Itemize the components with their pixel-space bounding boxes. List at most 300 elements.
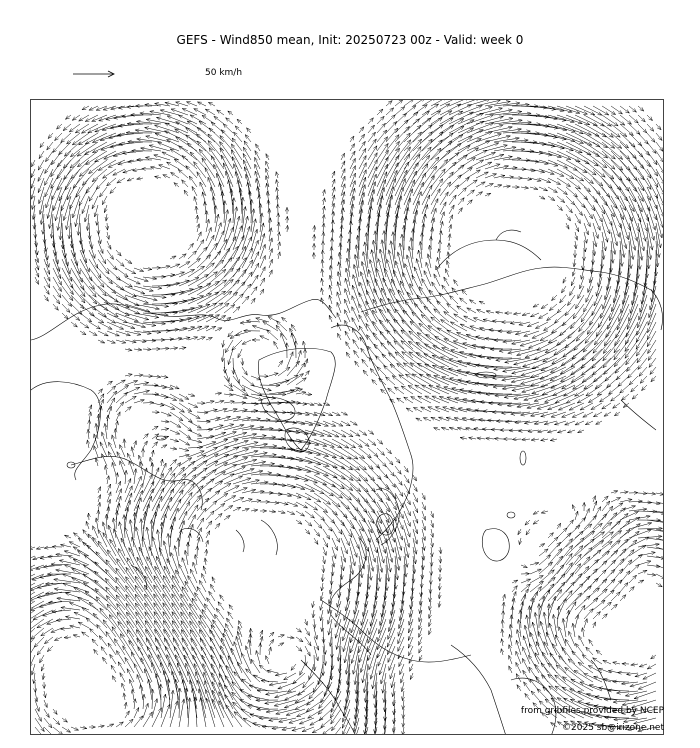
wind-vector <box>386 101 392 106</box>
wind-vector <box>402 700 405 710</box>
wind-vector <box>276 321 287 331</box>
wind-vector <box>278 484 296 488</box>
wind-vector <box>278 502 288 505</box>
wind-vector <box>44 709 49 718</box>
wind-vector <box>305 393 312 396</box>
wind-vector <box>224 400 235 403</box>
wind-vector <box>58 169 72 190</box>
wind-vector <box>37 646 44 655</box>
wind-vector <box>629 124 640 134</box>
wind-vector <box>410 673 413 680</box>
wind-vector <box>421 407 431 412</box>
wind-vector <box>570 286 575 296</box>
wind-vector <box>242 508 249 511</box>
wind-vector <box>322 189 325 196</box>
wind-vector <box>438 574 441 581</box>
wind-vector <box>259 665 269 673</box>
wind-vector <box>593 612 601 620</box>
wind-vector <box>322 727 332 735</box>
wind-vector <box>438 601 441 607</box>
wind-vector <box>207 598 215 610</box>
wind-vector <box>53 286 61 298</box>
wind-vector <box>638 552 655 557</box>
wind-vector <box>575 214 580 224</box>
wind-vector <box>70 625 80 628</box>
wind-vector <box>145 157 161 161</box>
wind-vector <box>501 629 504 637</box>
wind-vector <box>389 655 395 671</box>
wind-vector <box>581 628 584 638</box>
wind-vector <box>575 205 583 216</box>
wind-vector <box>467 141 490 151</box>
wind-vector <box>337 592 341 607</box>
wind-vector <box>236 636 242 655</box>
wind-vector <box>125 268 136 274</box>
wind-vector <box>534 612 539 637</box>
wind-vector <box>421 565 424 579</box>
wind-vector <box>125 348 132 351</box>
wind-vector <box>485 118 513 125</box>
wind-vector <box>521 602 524 620</box>
wind-vector <box>362 655 368 683</box>
wind-vector <box>245 135 251 142</box>
wind-vector <box>538 430 548 433</box>
wind-vector <box>152 504 160 529</box>
wind-vector <box>560 358 584 374</box>
wind-vector <box>143 434 148 439</box>
wind-vector <box>399 243 404 268</box>
wind-vector <box>134 441 137 448</box>
wind-vector <box>125 259 132 264</box>
wind-vector <box>517 685 521 691</box>
wind-vector <box>107 250 114 260</box>
wind-vector <box>447 243 450 250</box>
wind-vector <box>638 561 651 565</box>
wind-vector <box>116 392 128 403</box>
wind-vector <box>534 394 557 402</box>
wind-vector <box>233 425 254 430</box>
wind-vector <box>366 312 377 331</box>
wind-vector <box>638 510 657 513</box>
wind-vector <box>584 178 600 195</box>
wind-vector <box>350 529 359 549</box>
wind-vector <box>195 206 198 214</box>
wind-vector <box>78 622 89 628</box>
wind-vector <box>61 627 72 630</box>
wind-vector <box>496 358 521 362</box>
wind-vector <box>647 187 657 209</box>
wind-vector <box>143 304 169 308</box>
wind-vector <box>204 604 215 619</box>
wind-vector <box>611 286 620 312</box>
wind-vector <box>386 448 392 454</box>
wind-vector <box>593 187 607 206</box>
wind-vector <box>35 232 38 247</box>
wind-vector <box>206 400 214 403</box>
wind-vector <box>161 694 166 718</box>
wind-vector <box>56 569 80 574</box>
wind-vector <box>276 172 279 178</box>
wind-vector <box>329 295 332 304</box>
wind-vector <box>224 317 231 322</box>
wind-vector <box>161 704 170 727</box>
wind-vector <box>541 438 548 441</box>
wind-vector <box>228 349 233 365</box>
wind-vector <box>43 565 62 568</box>
wind-vector <box>563 277 566 283</box>
wind-vector <box>402 727 405 735</box>
wind-vector <box>530 187 538 190</box>
wind-vector <box>651 376 656 382</box>
wind-vector <box>241 358 244 365</box>
wind-vector <box>558 403 575 410</box>
wind-vector <box>485 193 491 196</box>
wind-vector <box>73 533 80 538</box>
wind-vector <box>413 407 422 412</box>
wind-vector <box>312 601 315 608</box>
wind-vector <box>118 549 134 575</box>
wind-vector <box>251 463 275 467</box>
wind-vector <box>566 223 569 229</box>
wind-vector <box>251 445 277 448</box>
wind-vector <box>377 116 384 124</box>
wind-vector <box>152 708 162 727</box>
wind-vector <box>239 188 242 214</box>
wind-vector <box>359 439 369 447</box>
wind-vector <box>372 727 377 735</box>
wind-vector <box>178 169 188 178</box>
wind-vector <box>638 570 647 574</box>
wind-vector <box>647 502 660 505</box>
wind-vector <box>206 521 212 529</box>
wind-vector <box>386 493 397 510</box>
map-title: GEFS - Wind850 mean, Init: 20250723 00z - Valid: week 0 <box>176 33 524 47</box>
wind-vector <box>116 259 124 266</box>
wind-vector <box>419 287 431 304</box>
wind-vector <box>161 394 177 400</box>
wind-vector <box>360 337 368 349</box>
wind-vector <box>277 242 280 250</box>
wind-map-canvas <box>31 100 664 735</box>
wind-vector <box>656 547 664 555</box>
wind-vector <box>521 572 530 575</box>
wind-vector <box>629 169 644 191</box>
wind-vector <box>111 106 125 110</box>
wind-vector <box>467 150 487 160</box>
wind-vector <box>386 108 394 115</box>
wind-vector <box>252 723 269 728</box>
wind-vector <box>197 518 204 529</box>
wind-vector <box>206 417 220 421</box>
wind-vector <box>151 463 154 476</box>
wind-vector <box>65 115 71 119</box>
wind-vector <box>265 700 287 705</box>
wind-vector <box>425 396 440 403</box>
wind-vector <box>124 470 127 484</box>
wind-vector <box>548 556 563 574</box>
wind-vector <box>627 358 639 372</box>
wind-vector <box>408 619 413 633</box>
wind-vector <box>106 115 125 120</box>
wind-vector <box>401 682 404 692</box>
wind-vector <box>404 529 410 548</box>
wind-vector <box>647 664 656 669</box>
wind-vector <box>322 198 325 205</box>
wind-vector <box>42 673 45 680</box>
wind-vector <box>202 573 207 583</box>
wind-vector <box>59 178 71 201</box>
wind-vector <box>404 493 410 505</box>
wind-vector <box>350 547 355 566</box>
wind-vector <box>269 501 279 504</box>
wind-vector <box>435 407 449 412</box>
wind-vector <box>521 579 531 583</box>
wind-vector <box>80 322 89 328</box>
wind-vector <box>31 187 35 199</box>
wind-vector <box>320 592 323 601</box>
wind-vector <box>116 380 125 385</box>
wind-vector <box>368 493 382 513</box>
wind-vector <box>404 538 409 558</box>
wind-vector <box>345 278 350 295</box>
wind-vector <box>624 268 629 296</box>
wind-vector <box>402 709 405 719</box>
wind-vector <box>87 513 90 520</box>
wind-vector <box>197 224 200 232</box>
wind-vector <box>170 430 180 434</box>
wind-vector <box>557 169 574 179</box>
wind-vector <box>524 625 530 646</box>
wind-vector <box>284 700 305 708</box>
wind-vector <box>548 124 575 132</box>
wind-vector <box>528 340 548 348</box>
wind-vector <box>332 502 347 518</box>
wind-vector <box>593 501 597 511</box>
wind-vector <box>305 637 311 646</box>
wind-vector <box>151 689 154 709</box>
wind-vector <box>539 187 548 191</box>
wind-vector <box>422 214 426 232</box>
wind-vector <box>116 250 121 256</box>
wind-vector <box>568 295 576 306</box>
wind-vector <box>502 376 530 381</box>
wind-vector <box>476 143 499 151</box>
wind-vector <box>224 376 232 387</box>
wind-vector <box>104 423 107 439</box>
wind-vector <box>335 610 341 628</box>
wind-vector <box>566 205 572 213</box>
wind-vector <box>397 398 404 403</box>
wind-vector <box>573 259 576 267</box>
wind-vector <box>638 543 659 547</box>
wind-vector <box>320 610 323 621</box>
wind-vector <box>149 655 161 682</box>
wind-vector <box>404 520 410 537</box>
wind-vector <box>98 250 106 264</box>
wind-vector <box>278 388 300 395</box>
wind-vector <box>142 167 152 170</box>
wind-vector <box>117 178 125 183</box>
wind-vector <box>51 628 62 632</box>
wind-vector <box>602 187 617 208</box>
wind-vector <box>152 512 157 538</box>
wind-vector <box>269 238 273 250</box>
wind-vector <box>642 385 648 391</box>
wind-vector <box>31 628 35 643</box>
wind-vector <box>125 719 133 727</box>
wind-vector <box>199 580 206 592</box>
wind-vector <box>197 508 206 520</box>
wind-vector <box>224 257 240 277</box>
wind-vector <box>107 178 116 186</box>
wind-vector <box>638 133 648 144</box>
wind-vector <box>637 349 647 363</box>
wind-vector <box>531 691 539 700</box>
wind-vector <box>487 419 503 422</box>
wind-vector <box>424 271 431 287</box>
wind-vector <box>629 587 634 593</box>
wind-vector <box>322 232 325 241</box>
wind-vector <box>467 200 472 205</box>
wind-vector <box>266 191 269 205</box>
wind-vector <box>197 587 206 601</box>
wind-vector <box>278 635 285 638</box>
wind-vector <box>111 665 116 673</box>
wind-vector <box>582 655 593 664</box>
wind-vector <box>621 682 638 685</box>
wind-vector <box>106 560 125 583</box>
wind-vector <box>266 154 269 160</box>
wind-vector <box>87 429 90 439</box>
wind-vector <box>533 511 539 514</box>
wind-vector <box>123 646 134 664</box>
wind-vector <box>127 178 134 181</box>
wind-vector <box>656 151 664 163</box>
wind-vector <box>651 655 656 659</box>
wind-vector <box>260 630 263 637</box>
wind-vector <box>431 218 435 232</box>
wind-vector <box>575 511 578 520</box>
wind-vector <box>416 418 422 421</box>
wind-vector <box>212 682 224 710</box>
wind-vector <box>98 268 113 284</box>
wind-vector <box>82 106 89 110</box>
wind-vector <box>206 326 216 331</box>
wind-vector <box>647 223 653 250</box>
wind-vector <box>143 277 157 280</box>
wind-vector <box>98 495 101 503</box>
wind-vector <box>620 232 625 258</box>
wind-vector <box>233 507 241 511</box>
wind-vector <box>554 340 575 355</box>
wind-vector <box>53 718 60 725</box>
wind-vector <box>530 115 558 120</box>
wind-vector <box>656 124 661 130</box>
wind-vector <box>178 688 181 718</box>
wind-vector <box>638 223 645 251</box>
wind-vector <box>578 430 585 433</box>
wind-vector <box>182 180 188 187</box>
wind-vector <box>277 252 280 259</box>
wind-vector <box>206 447 229 458</box>
wind-vector <box>431 417 440 421</box>
wind-vector <box>62 727 71 732</box>
wind-vector <box>187 143 206 160</box>
wind-vector <box>92 639 98 646</box>
wind-vector <box>285 207 288 214</box>
wind-vector <box>242 248 252 268</box>
wind-vector <box>539 196 545 199</box>
wind-vector <box>477 437 485 440</box>
wind-vector <box>418 396 431 403</box>
wind-vector <box>503 139 528 142</box>
wind-vector <box>118 106 134 109</box>
wind-vector <box>647 538 664 543</box>
wind-vector <box>206 531 210 538</box>
wind-vector <box>386 547 392 572</box>
wind-vector <box>462 290 467 295</box>
wind-vector <box>575 643 584 655</box>
wind-vector <box>656 565 664 571</box>
wind-vector <box>242 260 253 277</box>
wind-vector <box>79 187 89 206</box>
wind-vector <box>192 647 206 673</box>
wind-vector <box>613 680 630 683</box>
wind-vector <box>394 330 414 349</box>
wind-vector <box>257 708 278 711</box>
wind-vector <box>656 492 664 495</box>
wind-vector <box>110 187 116 194</box>
wind-vector <box>449 195 456 205</box>
wind-vector <box>234 132 243 142</box>
wind-vector <box>602 214 610 234</box>
wind-vector <box>179 439 190 445</box>
wind-vector <box>248 190 251 214</box>
wind-vector <box>337 323 341 331</box>
wind-vector <box>549 304 557 311</box>
wind-vector <box>629 508 647 511</box>
wind-vector <box>260 384 280 387</box>
wind-vector <box>398 610 404 629</box>
wind-vector <box>628 367 638 378</box>
wind-vector <box>551 322 566 333</box>
wind-vector <box>602 506 613 520</box>
wind-vector <box>242 376 255 386</box>
wind-vector <box>186 102 197 106</box>
wind-vector <box>368 430 374 434</box>
wind-vector <box>131 447 134 457</box>
wind-vector <box>359 529 368 551</box>
wind-vector <box>214 116 224 124</box>
wind-vector <box>355 361 359 367</box>
wind-vector <box>550 653 566 673</box>
wind-vector <box>343 628 350 652</box>
credit-source: from gribfiles provided by NCEP <box>520 706 664 716</box>
wind-vector <box>251 500 261 503</box>
wind-vector <box>539 596 545 619</box>
wind-vector <box>212 196 215 214</box>
wind-vector <box>38 160 44 170</box>
wind-vector <box>575 615 579 629</box>
wind-vector <box>98 389 103 394</box>
wind-vector <box>521 565 527 568</box>
wind-vector <box>647 133 655 142</box>
wind-vector <box>386 128 398 142</box>
wind-vector <box>344 601 350 621</box>
wind-vector <box>647 178 658 198</box>
wind-vector <box>125 374 132 377</box>
wind-vector <box>368 118 373 124</box>
